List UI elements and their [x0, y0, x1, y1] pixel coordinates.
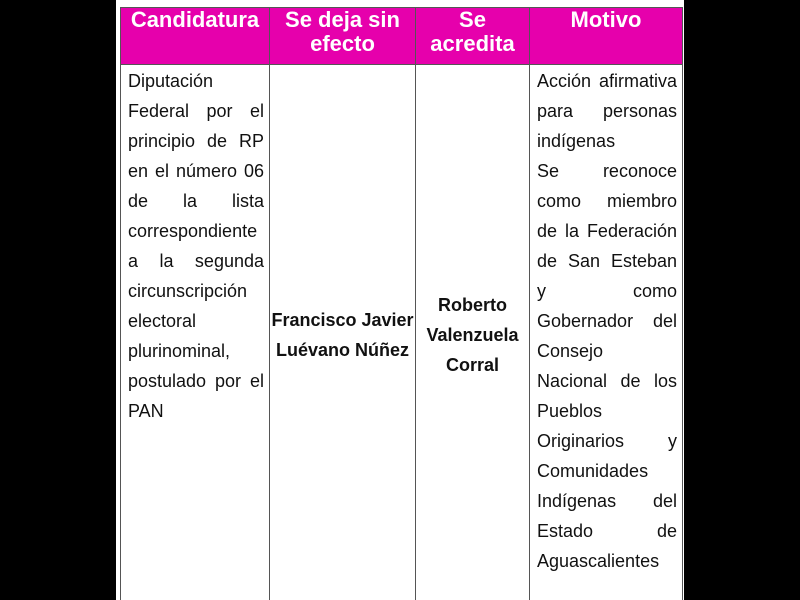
cell-se-deja-sin-efecto: [270, 65, 416, 600]
cell-motivo: [530, 65, 683, 600]
header-se-deja-sin-efecto: Se deja sin efecto: [270, 8, 416, 65]
candidatura-text: Diputación Federal por el principio de RP en el número 06 de la lista correspondiente a la segunda circunscripción electoral plurinominal, postulado por el PAN: [128, 71, 264, 421]
table-header-row: [121, 8, 683, 65]
motivo-reason: Acción afirmativa para personas indígenas: [537, 71, 677, 151]
cell-se-acredita: [416, 65, 530, 600]
accredited-candidate-name: Roberto Valenzuela Corral: [426, 294, 519, 375]
header-candidatura: Candidatura: [121, 8, 270, 65]
header-se-acredita: Se acredita: [416, 8, 530, 65]
motivo-detail: Se reconoce como miembro de la Federación de San Esteban y como Gobernador del Consejo Nacional de los Pueblos Originarios y Comunidades Indígenas del Estado de Aguascalientes: [537, 161, 677, 571]
cell-candidatura: [121, 65, 270, 600]
header-motivo: Motivo: [530, 8, 683, 65]
table-row: [121, 65, 683, 600]
document-page: [116, 0, 684, 600]
candidacy-table: [120, 7, 683, 600]
removed-candidate-name: Francisco Javier Luévano Núñez: [271, 309, 414, 360]
